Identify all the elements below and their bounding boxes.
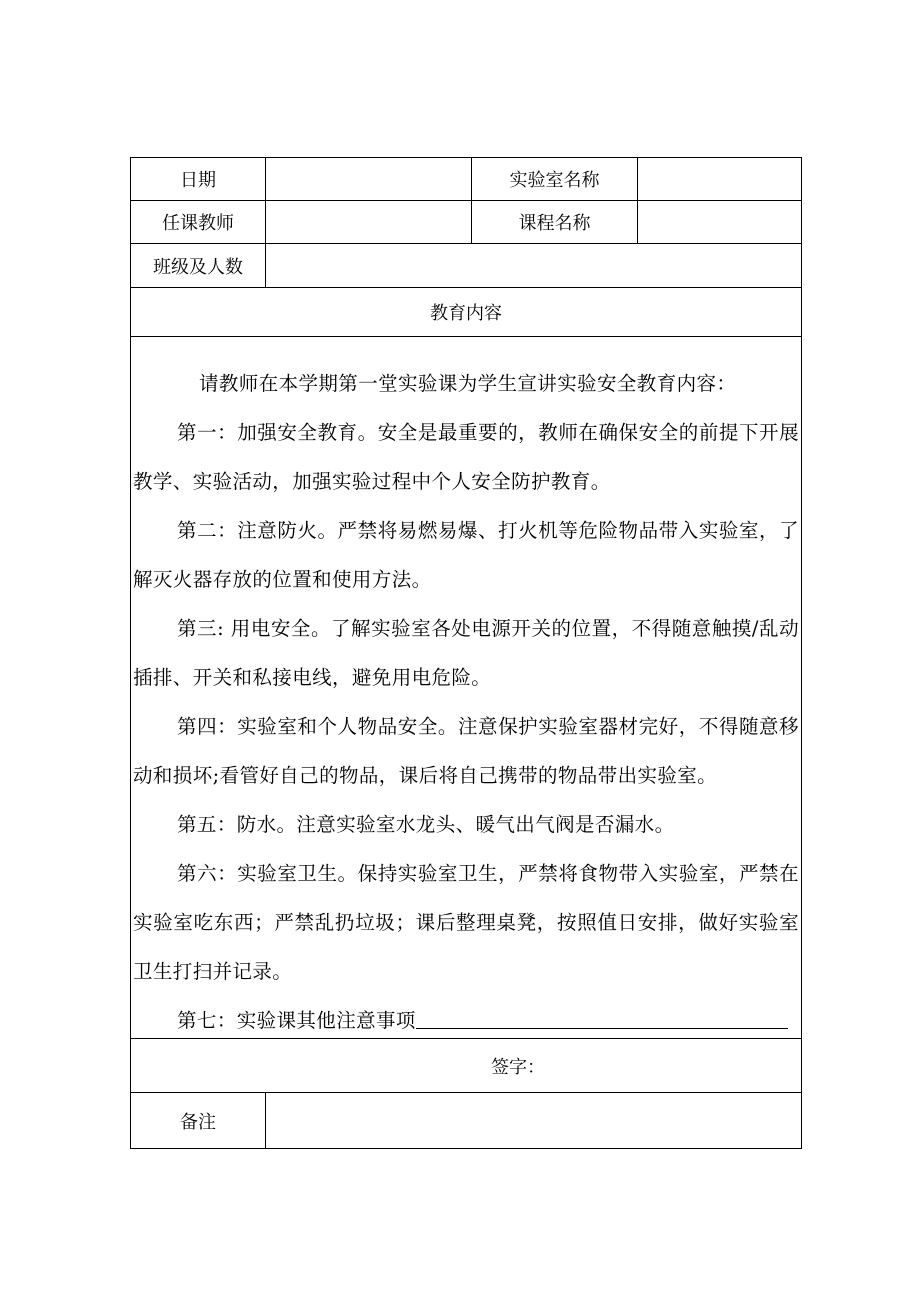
row-divider <box>131 336 801 337</box>
content-item-2: 第二：注意防火。严禁将易燃易爆、打火机等危险物品带入实验室，了解灭火器存放的位置和使用方法。 <box>133 519 799 591</box>
date-label: 日期 <box>180 170 216 191</box>
date-field[interactable] <box>266 158 471 200</box>
remarks-field[interactable] <box>266 1093 801 1148</box>
content-item-1: 第一：加强安全教育。安全是最重要的，教师在确保安全的前提下开展教学、实验活动，加强实验过程中个人安全防护教育。 <box>133 421 799 493</box>
course-name-field[interactable] <box>638 201 801 243</box>
content-item-4: 第四：实验室和个人物品安全。注意保护实验室器材完好，不得随意移动和损坏;看管好自己的物品，课后将自己携带的物品带出实验室。 <box>133 715 799 787</box>
content-item-7-label: 第七：实验课其他注意事项 <box>177 1009 416 1032</box>
teacher-field[interactable] <box>266 201 471 243</box>
education-content <box>131 338 801 1038</box>
safety-education-form <box>130 157 802 1149</box>
content-item-5: 第五：防水。注意实验室水龙头、暖气出气阀是否漏水。 <box>177 813 675 836</box>
class-size-label: 班级及人数 <box>153 256 243 278</box>
course-name-label: 课程名称 <box>518 213 591 234</box>
other-notes-blank[interactable] <box>416 1006 788 1029</box>
content-item-7 <box>133 996 799 1045</box>
signature-label: 签字： <box>491 1056 545 1078</box>
content-item-3: 第三: 用电安全。了解实验室各处电源开关的位置，不得随意触摸/乱动插排、开关和私接电线，避免用电危险。 <box>133 617 799 689</box>
content-item-6: 第六：实验室卫生。保持实验室卫生，严禁将食物带入实验室，严禁在实验室吃东西；严禁乱扔垃圾；课后整理桌凳，按照值日安排，做好实验室卫生打扫并记录。 <box>133 862 799 983</box>
content-intro: 请教师在本学期第一堂实验课为学生宣讲实验安全教育内容： <box>199 372 737 395</box>
lab-name-field[interactable] <box>638 158 801 200</box>
section-title: 教育内容 <box>430 303 502 324</box>
lab-name-label: 实验室名称 <box>509 170 600 191</box>
teacher-label: 任课教师 <box>162 213 234 234</box>
remarks-label: 备注 <box>180 1111 216 1133</box>
class-size-field[interactable] <box>266 244 801 287</box>
